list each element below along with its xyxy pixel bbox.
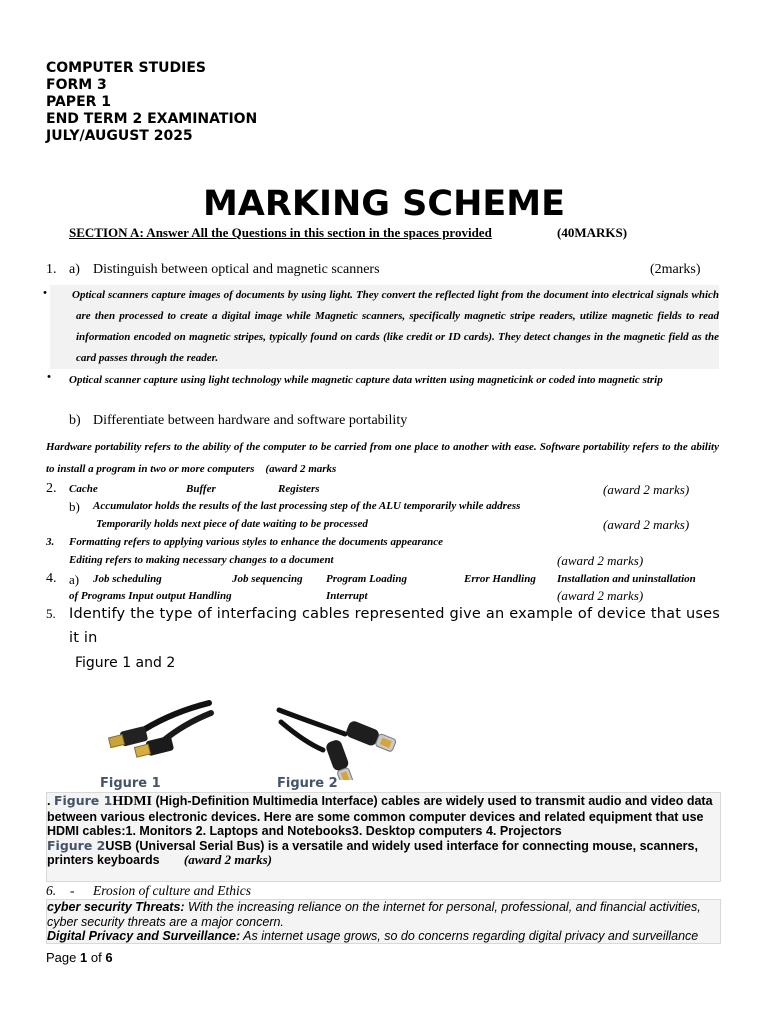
footer-page-word: Page bbox=[46, 950, 77, 965]
q6-privacy-text: As internet usage grows, so do concerns regarding digital privacy and surveillance bbox=[240, 929, 699, 943]
q4-item-1: Job scheduling bbox=[93, 573, 162, 585]
q3-award: (award 2 marks) bbox=[557, 553, 644, 568]
q5-question: Identify the type of interfacing cables represented give an example of device that uses it in bbox=[69, 606, 720, 646]
header-date: JULY/AUGUST 2025 bbox=[46, 128, 193, 144]
q1-part-b-question: Differentiate between hardware and software portability bbox=[93, 413, 408, 428]
q1-part-b-answer-text: Hardware portability refers to the ability of the computer to be carried from one place to another with ease. Software portability refers to the ability to install a program in two or more computers bbox=[46, 441, 719, 475]
q2-number: 2. bbox=[46, 481, 57, 496]
bullet-icon: • bbox=[43, 287, 47, 299]
header-exam: END TERM 2 EXAMINATION bbox=[46, 111, 258, 127]
q5-answer-award: (award 2 marks) bbox=[183, 852, 272, 867]
q6-privacy-label: Digital Privacy and Surveillance: bbox=[47, 929, 241, 943]
q2-item-cache: Cache bbox=[69, 483, 98, 495]
q2-item-registers: Registers bbox=[278, 483, 320, 495]
q2-part-b-line-2: Temporarily holds next piece of date waiting to be processed bbox=[96, 518, 368, 530]
q1-part-a-question: Distinguish between optical and magnetic scanners bbox=[93, 262, 380, 277]
figure-2-caption: Figure 2 bbox=[277, 776, 338, 791]
q5-answer-figure-2: Figure 2 bbox=[47, 837, 106, 853]
q4-item-3: Program Loading bbox=[326, 573, 407, 585]
q5-answer-hdmi: HDMI bbox=[112, 794, 153, 809]
q4-item-2: Job sequencing bbox=[232, 573, 303, 585]
q3-line-1: Formatting refers to applying various styles to enhance the documents appearance bbox=[69, 536, 444, 548]
q4-award: (award 2 marks) bbox=[557, 588, 644, 603]
header-paper: PAPER 1 bbox=[46, 94, 112, 110]
q5-figures-line: Figure 1 and 2 bbox=[75, 655, 176, 671]
q6-number: 6. bbox=[46, 883, 57, 898]
q5-number: 5. bbox=[46, 606, 56, 621]
q4-item-4: Error Handling bbox=[464, 573, 536, 585]
q5-answer-figure-1: Figure 1 bbox=[53, 793, 113, 808]
q6-dash: - bbox=[70, 883, 75, 898]
header-form: FORM 3 bbox=[46, 77, 107, 93]
q1-number: 1. bbox=[46, 262, 57, 277]
q5-answer-text-1: (High-Definition Multimedia Interface) cables are widely used to transmit audio and video data between various electronic devices. Here are some common computer devices and related equipment that use HDMI cables:1. Monitors 2. Laptops and Notebooks3. Desktop computers 4. Projectors bbox=[47, 794, 713, 838]
q1-part-b-label: b) bbox=[69, 413, 81, 428]
q4-line-2-left: of Programs Input output Handling bbox=[69, 590, 232, 602]
q2-part-b-label: b) bbox=[69, 499, 80, 514]
q6-cyber-label: cyber security Threats: bbox=[47, 900, 185, 914]
q6-point: Erosion of culture and Ethics bbox=[93, 883, 251, 898]
q5-answer-box bbox=[46, 792, 721, 882]
page-footer bbox=[46, 950, 113, 965]
section-heading bbox=[69, 225, 492, 241]
q3-number: 3. bbox=[46, 536, 55, 548]
q5-answer-lead: . bbox=[47, 794, 51, 808]
q4-part-a-label: a) bbox=[69, 572, 80, 587]
header-subject: COMPUTER STUDIES bbox=[46, 60, 206, 76]
q5-answer-text-2: USB (Universal Serial Bus) is a versatile and widely used interface for connecting mouse, scanners, printers keyboards bbox=[47, 838, 698, 867]
bullet-icon: • bbox=[47, 371, 51, 383]
page-title: MARKING SCHEME bbox=[202, 184, 566, 224]
q2-award-1: (award 2 marks) bbox=[603, 482, 690, 497]
q1-answer-bullet-1: Optical scanners capture images of documents by using light. They convert the reflected light from the document into electrical signals which are then processed to create a digital image while Magnetic scanners, specifically magnetic stripe readers, utilize magnetic fields to read information encoded on magnetic stripes, typically found on cards (like credit or ID cards). They detect changes in the magnetic field as the card passes through the reader. bbox=[50, 285, 719, 369]
q2-part-b-line-1: Accumulator holds the results of the last processing step of the ALU temporarily while address bbox=[93, 500, 521, 512]
footer-page-number: 1 bbox=[80, 950, 88, 965]
q3-line-2: Editing refers to making necessary changes to a document bbox=[69, 554, 334, 566]
q1-part-b-answer bbox=[46, 436, 719, 480]
figure-1-caption: Figure 1 bbox=[100, 776, 161, 791]
footer-of-word: of bbox=[90, 950, 102, 965]
q1-answer-bullet-2: Optical scanner capture using light technology while magnetic capture data written using magneticink or coded into magnetic strip bbox=[69, 374, 663, 386]
q2-item-buffer: Buffer bbox=[186, 483, 216, 495]
q1-part-b-award: (award 2 marks bbox=[265, 463, 337, 475]
hdmi-cable-image bbox=[105, 695, 215, 763]
section-marks: (40MARKS) bbox=[557, 225, 628, 240]
section-label: SECTION A: Answer All the Questions in this section in the spaces provided bbox=[69, 225, 492, 240]
q4-line-2-mid: Interrupt bbox=[326, 590, 368, 602]
footer-page-total: 6 bbox=[105, 950, 113, 965]
q4-item-5: Installation and uninstallation bbox=[557, 573, 696, 585]
q1-part-a-marks: (2marks) bbox=[650, 262, 701, 277]
q4-number: 4. bbox=[46, 571, 57, 586]
q2-award-2: (award 2 marks) bbox=[603, 517, 690, 532]
document-header bbox=[46, 60, 257, 145]
q6-cyber-text: With the increasing reliance on the internet for personal, professional, and financial activities, cyber security threats are a major concern. bbox=[47, 900, 701, 929]
q6-answer-box bbox=[46, 899, 721, 944]
q1-part-a-label: a) bbox=[69, 262, 80, 277]
usb-cable-image bbox=[275, 700, 410, 780]
